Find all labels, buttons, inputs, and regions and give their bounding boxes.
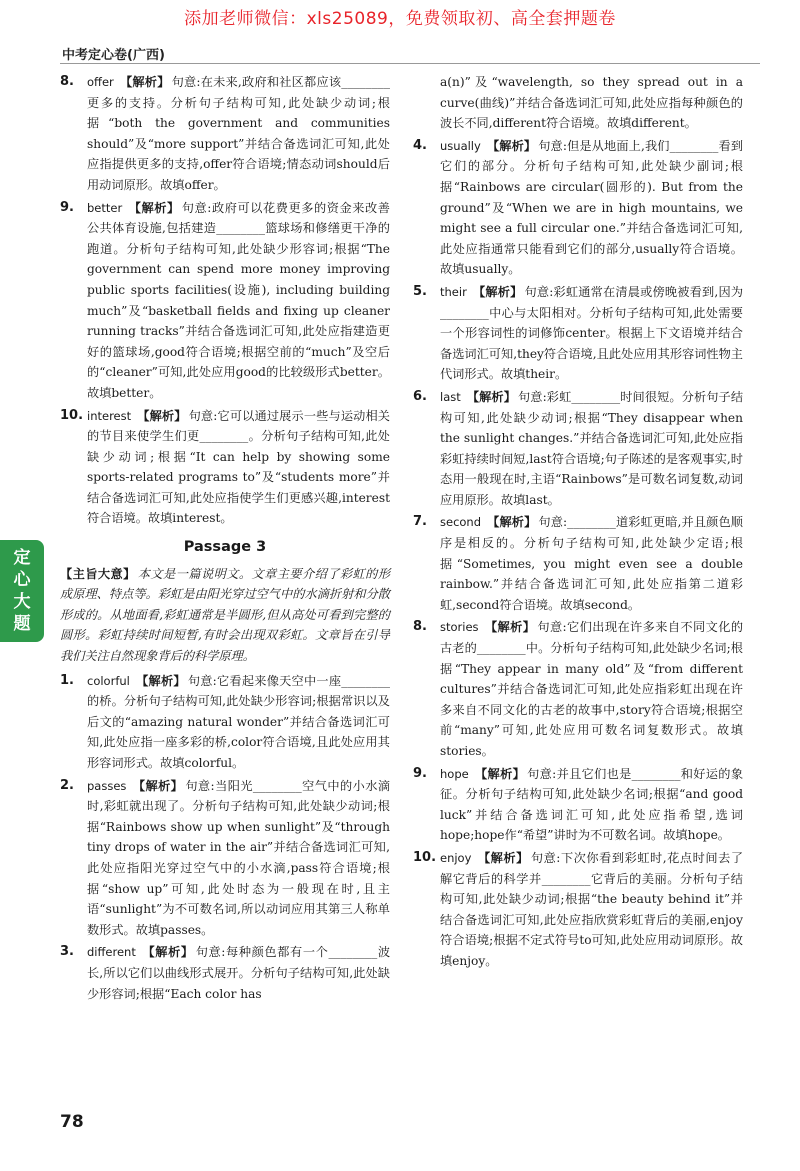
answer-item	[413, 617, 743, 761]
item-number: 9.	[413, 765, 427, 781]
item-answer: enjoy	[440, 850, 472, 865]
analysis-text: 句意:它们出现在许多来自不同文化的古老的________中。分析句子结构可知,此处缺少名词;根据“They appear in many old”及“from different cultures”并结合备选词汇可知,此处应指彩虹出现在许多来自不同文化的古老的故事中,story符合语境;根据空前“many”可知,此处应用可数名词复数形式。故填stories。	[440, 620, 744, 758]
promo-banner: 添加老师微信：xls25089，免费领取初、高全套押题卷	[184, 9, 616, 29]
right-items	[413, 136, 743, 972]
item-number: 1.	[60, 672, 74, 688]
analysis-tag: 【解析】	[486, 138, 537, 153]
analysis-tag: 【解析】	[128, 200, 180, 215]
item-answer: usually	[440, 138, 481, 153]
analysis-text: 句意:________道彩虹更暗,并且颜色顺序是相反的。分析句子结构可知,此处缺少定语;根据“Sometimes, you might even see a double rainbow.”并结合备选词汇可知,此处应指第二道彩虹,second符合语境。故填second。	[440, 515, 743, 612]
item-number: 7.	[413, 514, 427, 530]
side-tab-char: 大	[13, 592, 31, 612]
item-answer: their	[440, 284, 467, 299]
theme-summary	[60, 564, 390, 667]
analysis-tag: 【解析】	[484, 620, 536, 635]
answer-item	[413, 282, 743, 385]
item-answer: different	[87, 945, 136, 960]
answer-item	[60, 942, 390, 1004]
answer-item	[413, 764, 743, 846]
analysis-tag: 【解析】	[135, 673, 186, 688]
analysis-text: 句意:它看起来像天空中一座________的桥。分析句子结构可知,此处缺少形容词;根据常识以及后文的“amazing natural wonder”并结合备选词汇可知,此处应指一座多彩的桥,color符合语境,且此处应用其形容词形式。故填colorful。	[87, 673, 391, 770]
analysis-text: 句意:彩虹通常在清晨或傍晚被看到,因为________中心与太阳相对。分析句子结构可知,此处需要一个形容词性的词修饰center。根据上下文语境并结合备选词汇可知,they符合语境,且此处应用其形容词性物主代词形式。故填their。	[440, 284, 744, 382]
item-number: 6.	[413, 388, 427, 404]
left-column	[60, 72, 390, 1006]
item-number: 4.	[413, 137, 427, 153]
analysis-text: 句意:它可以通过展示一些与运动相关的节目来使学生们更________。分析句子结构可知,此处缺少动词;根据“It can help by showing some sports-related programs to”及“students more”并结合备选词汇可知,此处应指使学生们更感兴趣,interest符合语境。故填interest。	[87, 408, 390, 526]
side-tab-char: 题	[13, 614, 31, 634]
item-number: 10.	[413, 849, 437, 865]
theme-tag: 【主旨大意】	[60, 566, 136, 581]
analysis-text: 句意:政府可以花费更多的资金来改善公共体育设施,包括建造________篮球场和修缮更干净的跑道。分析句子结构可知,此处缺少形容词;根据“The government can spend more money improving public sports facilities(设施), including building much”及“basketball fields and fixing up cleaner running tracks”并结合备选词汇可知,此处应指建造更好的篮球场,good符合语境;根据空前的“much”及空后的“cleaner”可知,此处应用good的比较级形式better。故填better。	[87, 200, 390, 400]
answer-item	[413, 387, 743, 511]
item-answer: offer	[87, 75, 114, 89]
answer-item	[413, 512, 743, 615]
analysis-tag: 【解析】	[466, 389, 517, 404]
analysis-tag: 【解析】	[137, 408, 187, 423]
answer-item	[413, 848, 743, 972]
continued-text	[413, 72, 743, 134]
item-number: 3.	[60, 944, 74, 960]
item-number: 10.	[60, 407, 84, 423]
answer-item	[60, 198, 390, 404]
item-answer: second	[440, 515, 482, 530]
analysis-tag: 【解析】	[474, 766, 526, 781]
answer-item	[413, 136, 743, 280]
item-answer: colorful	[87, 673, 130, 688]
item-answer: passes	[87, 778, 127, 793]
left-items-a	[60, 72, 390, 529]
analysis-text: 句意:在未来,政府和社区都应该________更多的支持。分析句子结构可知,此处缺少动词;根据“both the government and communities should”及“more support”并结合备选词汇可知,此处应指提供更多的支持,offer符合语境;情态动词should后用动词原形。故填offer。	[87, 75, 390, 192]
book-header: 中考定心卷(广西)	[62, 48, 165, 63]
analysis-tag: 【解析】	[119, 75, 170, 89]
analysis-text: 句意:并且它们也是________和好运的象征。分析句子结构可知,此处缺少名词;根据“and good luck”并结合备选词汇可知,此处应指希望,选词hope;hope作“希望”讲时为不可数名词。故填hope。	[440, 766, 744, 843]
continued-text-body: a(n)”及“wavelength, so they spread out in a curve(曲线)”并结合备选词汇可知,此处应指每种颜色的波长不同,different符合语境。故填different。	[440, 75, 743, 131]
analysis-tag: 【解析】	[132, 778, 184, 793]
analysis-text: 句意:彩虹________时间很短。分析句子结构可知,此处缺少动词;根据“They disappear when the sunlight changes.”并结合备选词汇可知,此处应指彩虹持续时间短,last符合语境;句子陈述的是客观事实,时态用一般现在时,主语“Rainbows”是可数名词复数,动词应用原形。故填last。	[440, 389, 744, 507]
analysis-tag: 【解析】	[141, 945, 194, 960]
answer-item	[60, 776, 390, 941]
item-answer: hope	[440, 766, 469, 781]
analysis-tag: 【解析】	[472, 284, 523, 299]
item-answer: stories	[440, 620, 479, 635]
answer-item	[60, 72, 390, 196]
item-number: 8.	[60, 74, 74, 89]
item-number: 5.	[413, 283, 427, 299]
analysis-tag: 【解析】	[487, 515, 537, 530]
analysis-text: 句意:下次你看到彩虹时,花点时间去了解它背后的科学并________它背后的美丽。分析句子结构可知,此处缺少动词;根据“the beauty behind it”并结合备选词汇可知,此处应指欣赏彩虹背后的美丽,enjoy符合语境;根据不定式符号to可知,此处应用动词原形。故填enjoy。	[440, 850, 744, 968]
answer-item	[60, 406, 390, 530]
analysis-tag: 【解析】	[477, 850, 529, 865]
right-column	[413, 72, 743, 974]
item-answer: interest	[87, 408, 132, 423]
analysis-text: 句意:但是从地面上,我们________看到它们的部分。分析句子结构可知,此处缺少副词;根据“Rainbows are circular(圆形的). But from the ground”及“When we are in high mountains, we might see a full circular one.”并结合备选词汇可知,此处应指通常只能看到它们的部分,usually符合语境。故填usually。	[440, 138, 744, 277]
answer-item	[60, 671, 390, 774]
side-tab-char: 定	[13, 548, 31, 568]
item-number: 2.	[60, 777, 74, 793]
header-divider	[60, 63, 760, 64]
side-tab-char: 心	[13, 570, 31, 590]
theme-text: 本文是一篇说明文。文章主要介绍了彩虹的形成原理、特点等。彩虹是由阳光穿过空气中的水滴折射和分散形成的。从地面看,彩虹通常是半圆形,但从高处可看到完整的圆形。彩虹持续时间短暂,有时会出现双彩虹。文章旨在引导我们关注自然现象背后的科学原理。	[60, 566, 391, 664]
analysis-text: 句意:每种颜色都有一个________波长,所以它们以曲线形式展开。分析句子结构可知,此处缺少形容词;根据“Each color has	[87, 945, 391, 1001]
section-side-tab	[0, 540, 44, 642]
item-number: 9.	[60, 199, 74, 215]
item-number: 8.	[413, 619, 427, 635]
analysis-text: 句意:当阳光________空气中的小水滴时,彩虹就出现了。分析句子结构可知,此处缺少动词;根据“Rainbows show up when sunlight”及“through tiny drops of water in the air”并结合备选词汇可知,此处应指阳光穿过空气中的小水滴,pass符合语境;根据“show up”可知,此处时态为一般现在时,且主语“sunlight”为不可数名词,所以动词应用其第三人称单数形式。故填passes。	[87, 778, 391, 937]
item-answer: better	[87, 200, 123, 215]
item-answer: last	[440, 389, 461, 404]
passage-title: Passage 3	[183, 539, 267, 556]
left-items-b	[60, 671, 390, 1005]
page-number: 78	[60, 1112, 84, 1132]
